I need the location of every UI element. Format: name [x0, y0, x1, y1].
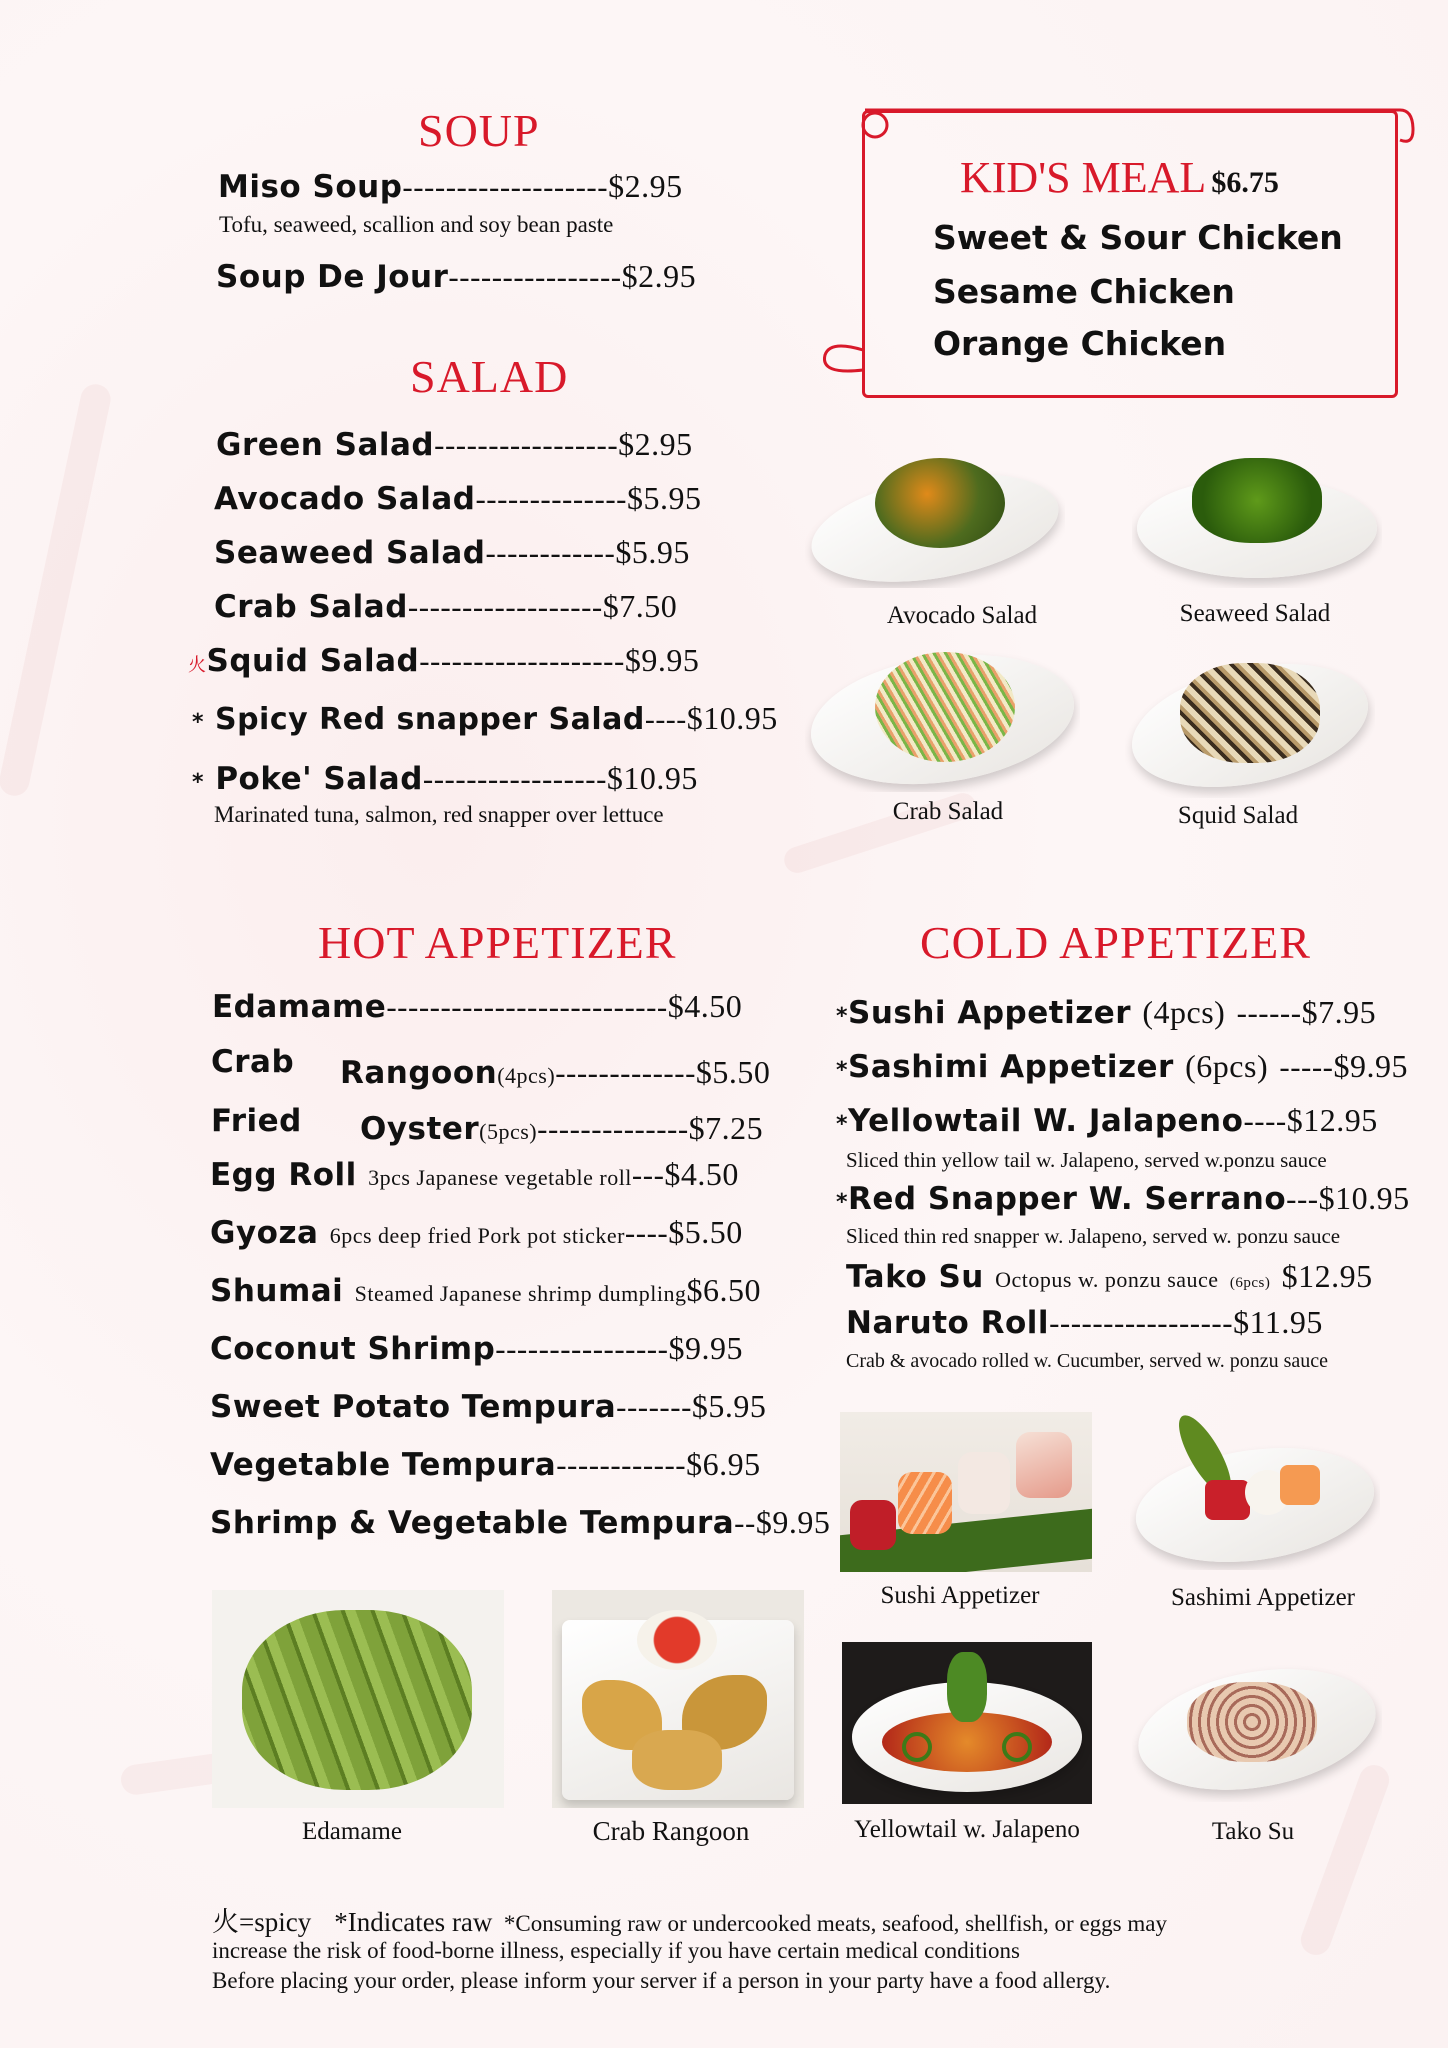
item-name: Crab [211, 1044, 295, 1080]
item-leader: ------ [1236, 995, 1302, 1030]
item-name: Avocado Salad [214, 481, 476, 517]
item-price: $5.95 [691, 1388, 767, 1424]
menu-item-shrimp-vegetable-tempura [210, 1504, 830, 1541]
photo-caption: Crab Salad [892, 798, 1004, 825]
consumption-warning: increase the risk of food-borne illness, especially if you have certain medical conditions [212, 1938, 1020, 1963]
menu-item-miso-soup [218, 168, 683, 205]
hot-appetizer-heading: HOT APPETIZER [318, 917, 677, 968]
sushi-piece [958, 1452, 1010, 1514]
menu-item-edamame [212, 988, 742, 1025]
item-price: $4.50 [664, 1156, 739, 1192]
tako-su-photo [1132, 1642, 1382, 1802]
rangoon [632, 1730, 722, 1790]
item-note: Octopus w. ponzu sauce [995, 1267, 1219, 1292]
photo-caption: Sushi Appetizer [880, 1582, 1040, 1609]
yellowtail-jalapeno-photo [842, 1642, 1092, 1804]
sauce-dish [637, 1610, 717, 1670]
item-leader: ---- [1243, 1103, 1287, 1138]
item-leader: ------------- [555, 1055, 696, 1090]
edamame-photo [212, 1590, 504, 1808]
item-description: Sliced thin yellow tail w. Jalapeno, served w.ponzu sauce [846, 1148, 1327, 1172]
item-price: $2.95 [608, 168, 683, 204]
item-leader: ------------------ [407, 589, 603, 624]
photo-caption: Yellowtail w. Jalapeno [854, 1816, 1080, 1843]
item-leader: ---------------- [448, 259, 622, 294]
seaweed-salad-photo [1132, 448, 1382, 588]
menu-item-crab-salad [214, 588, 677, 625]
item-name: Naruto Roll [846, 1305, 1050, 1341]
spicy-mark: 火 [188, 655, 207, 676]
soup-heading: SOUP [418, 105, 540, 156]
octopus [1187, 1682, 1317, 1762]
item-leader: -------------- [475, 481, 627, 516]
item-price: $5.50 [695, 1054, 771, 1090]
item-price: $9.95 [668, 1330, 743, 1366]
edamame-pile [242, 1610, 472, 1790]
menu-item-red-snapper-serrano [836, 1180, 1410, 1217]
item-leader: ----------------- [434, 427, 619, 462]
kids-meal-title [960, 152, 1279, 203]
kids-meal-item: Orange Chicken [933, 324, 1227, 363]
item-leader: ----- [1279, 1049, 1334, 1084]
item-name: Sashimi Appetizer [848, 1049, 1174, 1085]
photo-caption: Avocado Salad [886, 602, 1038, 629]
sushi-piece [850, 1500, 896, 1550]
item-name: Seaweed Salad [214, 535, 486, 571]
squid-salad-food [1180, 663, 1320, 763]
item-leader: --- [631, 1157, 665, 1192]
sashimi-slice [1280, 1465, 1320, 1505]
menu-item-shumai [210, 1272, 761, 1309]
menu-item-fried-oyster [211, 1103, 302, 1139]
item-description: Tofu, seaweed, scallion and soy bean paste [219, 212, 614, 237]
sushi-piece [898, 1472, 952, 1534]
item-leader: ---- [624, 1215, 669, 1250]
item-note: (4pcs) [497, 1063, 556, 1088]
menu-item-seaweed-salad [214, 534, 690, 571]
menu-item-spicy-red-snapper-salad [192, 700, 778, 737]
item-name: Yellowtail W. Jalapeno [848, 1103, 1244, 1139]
item-note: Steamed Japanese shrimp dumpling [354, 1281, 687, 1306]
menu-item-sushi-appetizer [836, 994, 1376, 1031]
item-name: Edamame [212, 989, 387, 1025]
spicy-legend: 火=spicy [212, 1907, 312, 1937]
sushi-appetizer-photo [840, 1412, 1092, 1572]
raw-mark: * [836, 1190, 849, 1215]
item-name: Tako Su [846, 1259, 984, 1295]
seaweed-salad-food [1192, 458, 1322, 543]
menu-item-naruto-roll [846, 1304, 1323, 1341]
item-note: (5pcs) [479, 1119, 538, 1144]
item-price: $2.95 [621, 258, 697, 294]
item-name: Vegetable Tempura [210, 1447, 557, 1483]
item-name: Squid Salad [206, 643, 420, 679]
menu-item-yellowtail-jalapeno [836, 1102, 1378, 1139]
item-name: Poke' Salad [215, 761, 423, 797]
item-note: 6pcs deep fried Pork pot sticker [329, 1223, 625, 1248]
item-price: $5.95 [626, 480, 702, 516]
item-name: Gyoza [210, 1215, 319, 1251]
raw-mark: * [836, 1004, 849, 1029]
item-price: $6.50 [686, 1272, 761, 1308]
menu-item-vegetable-tempura [210, 1446, 761, 1483]
squid-salad-photo [1125, 648, 1375, 798]
item-note-small: (6pcs) [1229, 1275, 1271, 1291]
item-name: Shumai [210, 1273, 344, 1309]
menu-item-fried-oyster-detail [360, 1110, 763, 1147]
item-name: Sushi Appetizer [848, 995, 1132, 1031]
menu-item-gyoza [210, 1214, 743, 1251]
sushi-piece [1016, 1432, 1072, 1498]
crab-rangoon-photo [552, 1590, 804, 1808]
item-price: $4.50 [667, 988, 743, 1024]
menu-item-crab-rangoon [211, 1044, 294, 1080]
raw-mark: * [836, 1112, 849, 1137]
jalapeno-slice [902, 1732, 932, 1762]
item-leader: ---- [644, 703, 687, 736]
item-price: $6.95 [686, 1446, 761, 1482]
crab-salad-food [875, 652, 1015, 762]
photo-caption: Edamame [302, 1818, 402, 1845]
cold-appetizer-heading: COLD APPETIZER [920, 917, 1311, 968]
item-name-continued: Rangoon [340, 1055, 498, 1091]
item-description: Sliced thin red snapper w. Jalapeno, served w. ponzu sauce [846, 1224, 1341, 1248]
photo-caption: Squid Salad [1177, 802, 1299, 829]
item-leader: ------------ [556, 1447, 687, 1482]
menu-item-sweet-potato-tempura [210, 1388, 766, 1425]
menu-item-avocado-salad [214, 480, 701, 517]
item-leader: -------------------------- [386, 989, 668, 1024]
item-price: $7.50 [602, 588, 678, 624]
item-note: (4pcs) [1142, 994, 1226, 1030]
photo-caption: Tako Su [1211, 1818, 1295, 1845]
photo-caption: Sashimi Appetizer [1171, 1584, 1355, 1611]
raw-legend: *Indicates raw [334, 1907, 493, 1937]
item-note: 3pcs Japanese vegetable roll [368, 1165, 632, 1190]
item-name: Miso Soup [218, 169, 403, 205]
microgreens [947, 1652, 987, 1722]
item-leader: ------- [616, 1389, 692, 1424]
avocado-salad-photo [805, 438, 1065, 588]
item-price: $5.50 [668, 1214, 743, 1250]
menu-item-green-salad [216, 426, 693, 463]
item-price: $7.25 [688, 1110, 764, 1146]
item-price: $7.95 [1301, 994, 1377, 1030]
menu-item-coconut-shrimp [210, 1330, 743, 1367]
kids-meal-heading: KID'S MEAL [960, 153, 1207, 202]
item-leader: -------------- [537, 1111, 689, 1146]
kids-meal-item: Sweet & Sour Chicken [933, 218, 1343, 257]
menu-item-squid-salad [188, 642, 699, 679]
menu-item-poke-salad [192, 760, 698, 797]
item-leader: ---------------- [495, 1331, 669, 1366]
item-price: $9.95 [1333, 1048, 1409, 1084]
item-price: $10.95 [606, 760, 698, 796]
item-price: $12.95 [1286, 1102, 1378, 1138]
item-name: Shrimp & Vegetable Tempura [210, 1505, 735, 1541]
item-note: (6pcs) [1185, 1048, 1269, 1084]
item-price: $9.95 [624, 642, 700, 678]
item-name: Spicy Red snapper Salad [214, 702, 645, 737]
item-name: Soup De Jour [216, 259, 449, 295]
item-leader: --- [1286, 1181, 1319, 1216]
sashimi-appetizer-photo [1130, 1410, 1380, 1570]
item-leader: ------------ [485, 535, 616, 570]
item-leader: ----------------- [1049, 1305, 1234, 1340]
salad-heading: SALAD [410, 351, 569, 402]
menu-item-crab-rangoon-detail [340, 1054, 770, 1091]
item-price: $2.95 [618, 426, 693, 462]
item-leader: ------------------- [419, 643, 625, 678]
item-name: Crab Salad [214, 589, 408, 625]
item-description: Crab & avocado rolled w. Cucumber, served w. ponzu sauce [846, 1350, 1329, 1372]
item-price: $11.95 [1233, 1304, 1323, 1340]
background-stroke [0, 381, 113, 798]
item-leader: ------------------- [402, 169, 609, 204]
jalapeno-slice [1002, 1732, 1032, 1762]
item-name: Red Snapper W. Serrano [848, 1181, 1287, 1217]
sashimi-slice [1205, 1480, 1250, 1520]
raw-mark: * [192, 770, 205, 795]
item-name: Green Salad [216, 427, 435, 463]
menu-item-soup-de-jour [216, 258, 696, 295]
menu-item-sashimi-appetizer [836, 1048, 1408, 1085]
photo-caption: Seaweed Salad [1179, 600, 1331, 627]
kids-meal-item: Sesame Chicken [933, 272, 1235, 311]
item-price: $9.95 [755, 1504, 831, 1540]
item-name: Sweet Potato Tempura [210, 1389, 617, 1425]
item-price: $12.95 [1281, 1258, 1373, 1294]
item-price: $10.95 [1318, 1180, 1410, 1216]
photo-caption: Crab Rangoon [592, 1816, 750, 1846]
item-name: Fried [211, 1103, 302, 1139]
menu-item-egg-roll [210, 1156, 739, 1193]
menu-item-tako-su [846, 1258, 1373, 1295]
footer-legend-line [212, 1900, 1167, 1939]
item-price: $10.95 [686, 700, 778, 736]
item-name-continued: Oyster [360, 1111, 480, 1147]
item-description: Marinated tuna, salmon, red snapper over lettuce [214, 802, 664, 827]
raw-mark: * [192, 710, 205, 735]
kids-meal-price: $6.75 [1211, 166, 1279, 199]
consumption-warning: *Consuming raw or undercooked meats, seafood, shellfish, or eggs may [503, 1911, 1167, 1936]
raw-mark: * [836, 1058, 849, 1083]
avocado-salad-food [875, 458, 1005, 548]
item-price: $5.95 [615, 534, 690, 570]
allergy-notice: Before placing your order, please inform your server if a person in your party have a food allergy. [212, 1968, 1111, 1993]
item-name: Coconut Shrimp [210, 1331, 496, 1367]
item-name: Egg Roll [210, 1157, 357, 1193]
item-leader: -- [734, 1505, 756, 1540]
crab-salad-photo [805, 642, 1080, 792]
item-leader: ----------------- [422, 761, 607, 796]
